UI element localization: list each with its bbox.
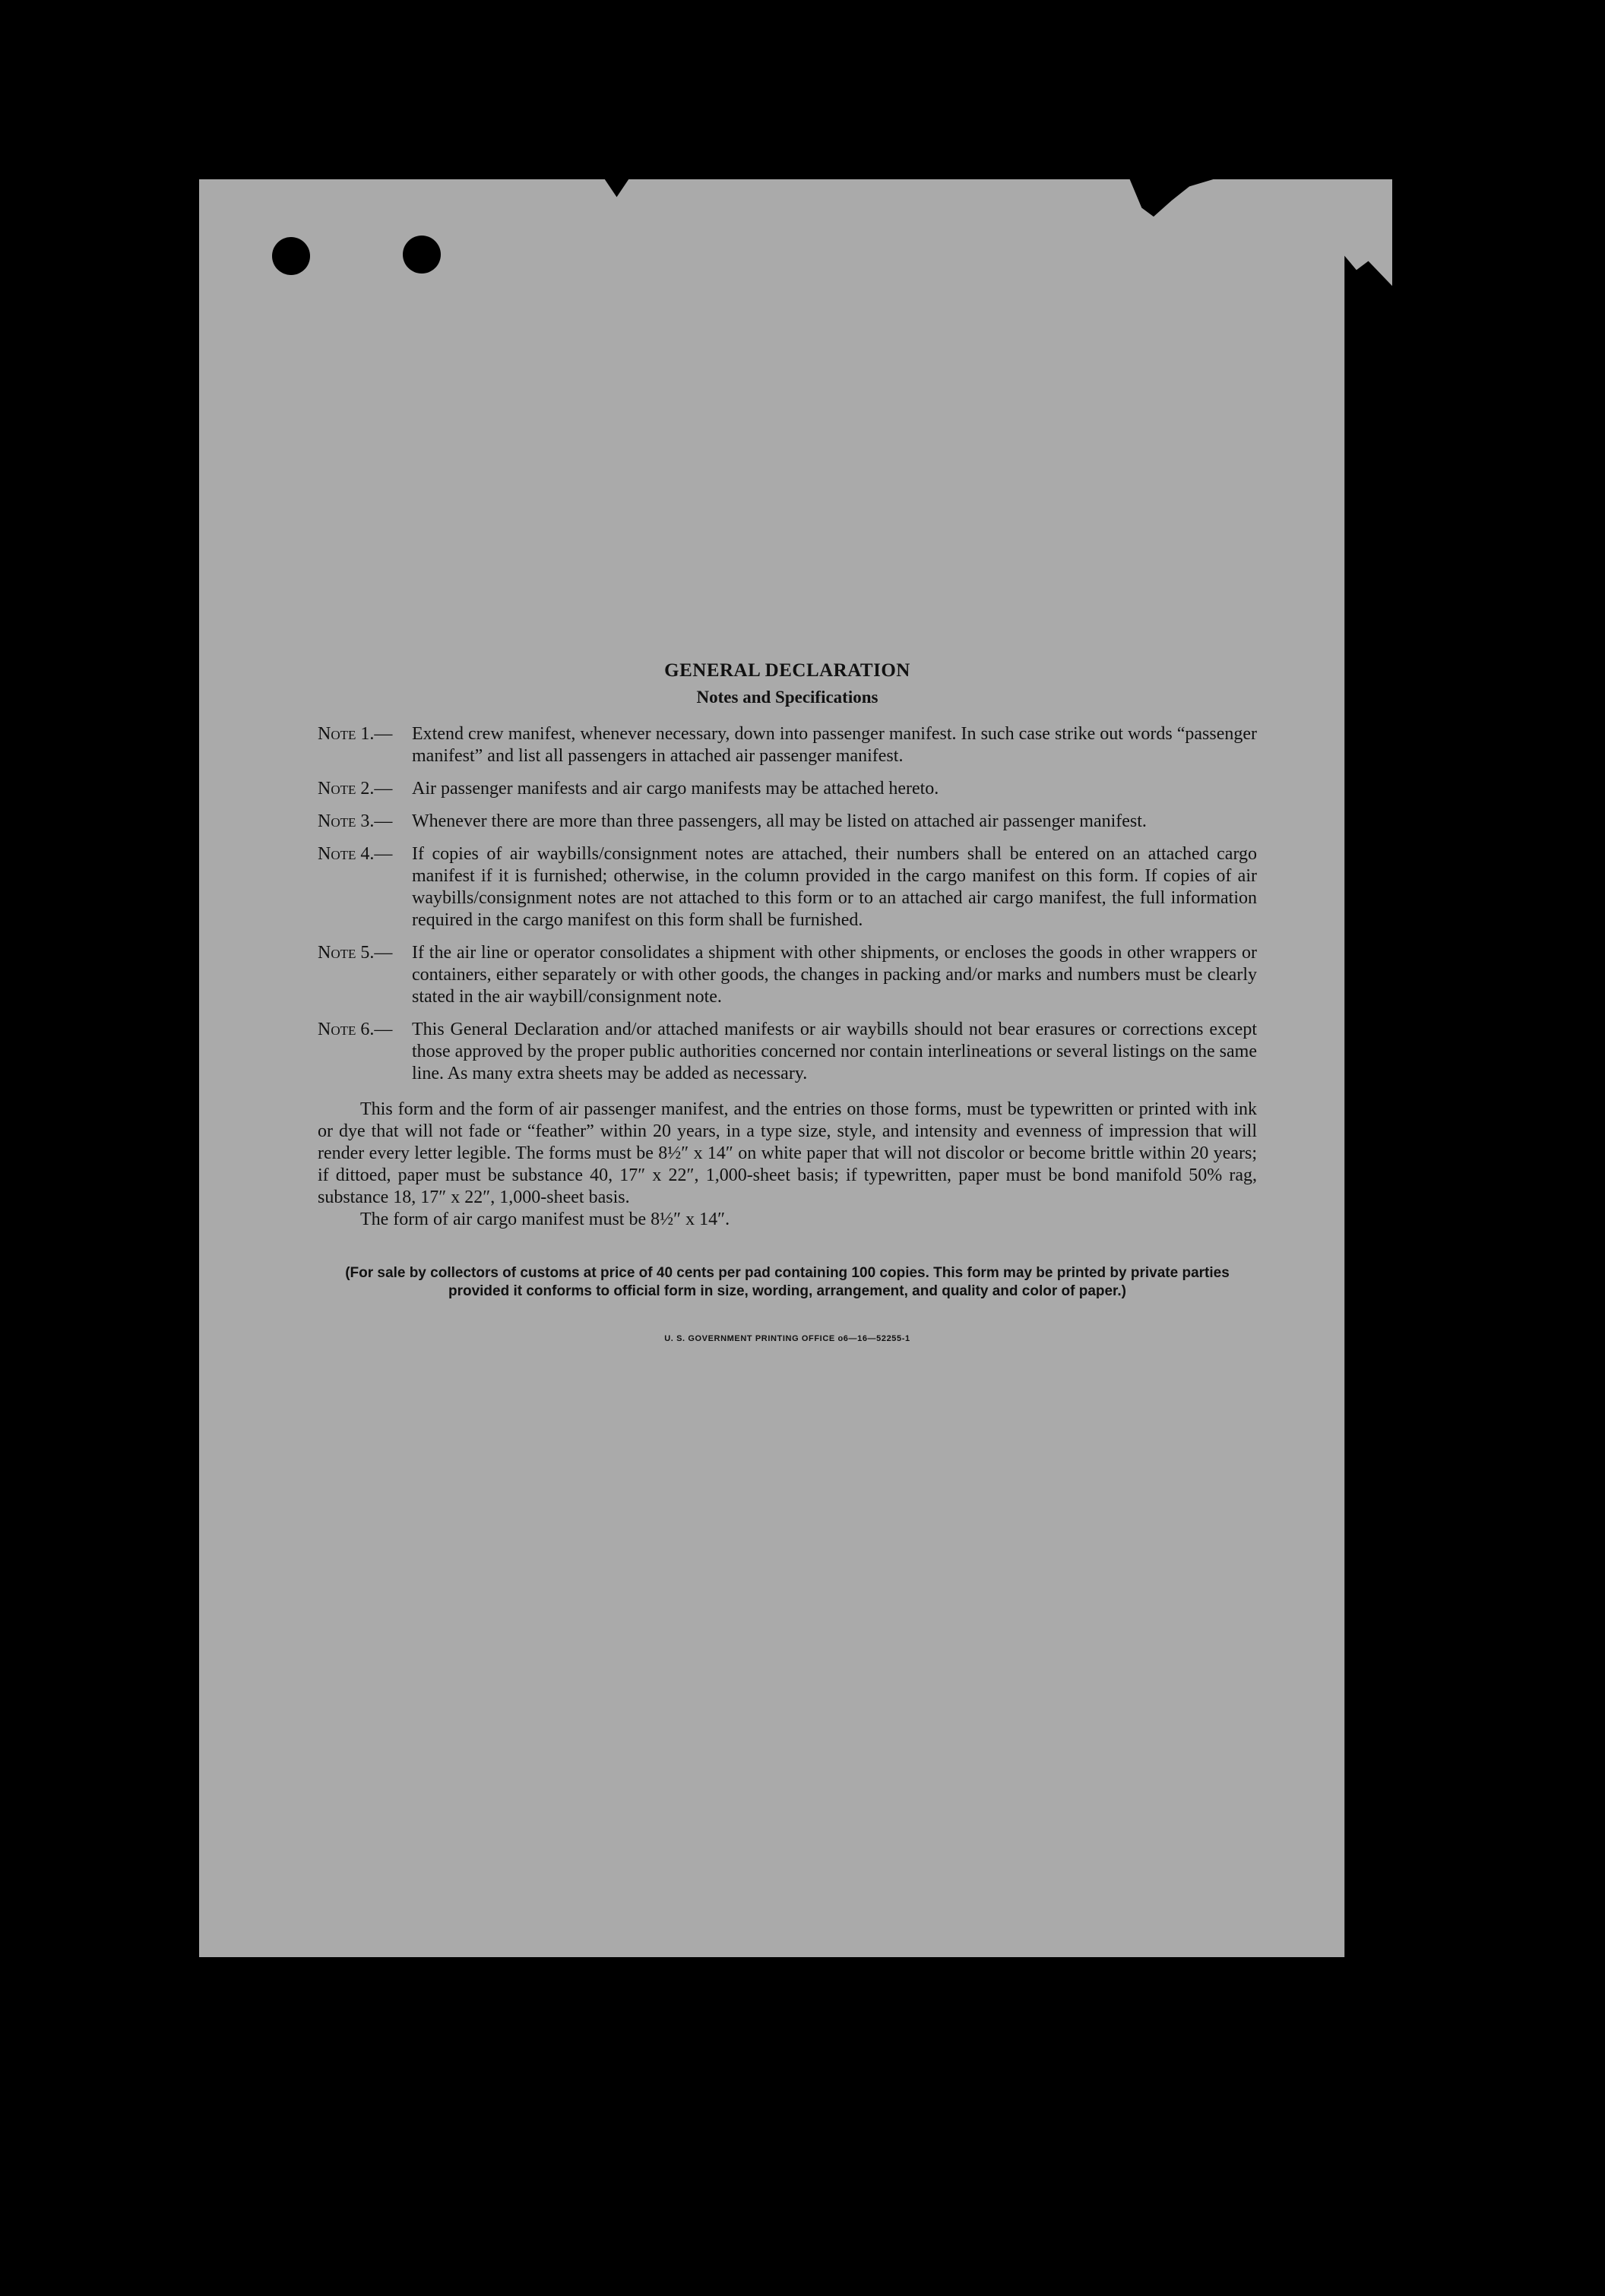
paper-specification-paragraph: This form and the form of air passenger manifest, and the entries on those forms, must be typewritten or printed with ink or dye that will not fade or “feather” within 20 years, in a type size, style, and intensity and evenness of impression that will render every letter legible. The forms must be 8½″ x 14″ on white paper that will not discolor or become brittle within 20 years; if dittoed, paper must be substance 40, 17″ x 22″, 1,000-sheet basis; if typewritten, paper must be bond manifold 50% rag, substance 18, 17″ x 22″, 1,000-sheet basis. [318,1099,1257,1207]
note-label: Note 2.— [318,779,393,799]
note-6 [318,1019,1257,1085]
note-label: Note 3.— [318,811,393,831]
punch-hole-left [272,237,310,275]
cargo-manifest-size-line: The form of air cargo manifest must be 8½″ x 14″. [360,1210,730,1229]
note-5 [318,942,1257,1008]
note-label: Note 4.— [318,844,393,864]
note-text: Extend crew manifest, whenever necessary, down into passenger manifest. In such case strike out words “passenger manifest” and list all passengers in attached air passenger manifest. [412,724,1257,766]
note-text: If copies of air waybills/consignment notes are attached, their numbers shall be entered on an attached cargo manifest if it is furnished; otherwise, in the column provided in the cargo manifest on this form. If copies of air waybills/consignment notes are not attached to this form or to an attached air cargo manifest, the full information required in the cargo manifest on this form shall be furnished. [412,844,1257,930]
note-label: Note 6.— [318,1020,393,1039]
notes-section [318,659,1257,1350]
punch-hole-right [403,236,441,274]
page-title: GENERAL DECLARATION [664,660,910,681]
note-4 [318,843,1257,931]
printer-imprint: U. S. GOVERNMENT PRINTING OFFICE o6—16—52255-1 [664,1334,910,1343]
note-label: Note 1.— [318,724,393,744]
sale-note: (For sale by collectors of customs at price of 40 cents per pad containing 100 copies. This form may be printed by private parties provided it conforms to official form in size, wording, arrangement, and quality and color of paper.) [345,1265,1230,1299]
note-text: Air passenger manifests and air cargo manifests may be attached hereto. [412,779,939,799]
note-text: Whenever there are more than three passengers, all may be listed on attached air passenger manifest. [412,811,1147,831]
note-3 [318,811,1257,833]
note-text: If the air line or operator consolidates a shipment with other shipments, or encloses the goods in other wrappers or containers, either separately or with other goods, the changes in packing and/or marks and numbers must be clearly stated in the air waybill/consignment note. [412,943,1257,1007]
note-text: This General Declaration and/or attached manifests or air waybills should not bear erasures or corrections except those approved by the proper public authorities concerned nor contain interlineations or several listings on the same line. As many extra sheets may be added as necessary. [412,1020,1257,1083]
note-2 [318,778,1257,800]
note-label: Note 5.— [318,943,393,963]
page-subtitle: Notes and Specifications [696,688,878,707]
note-1 [318,723,1257,767]
